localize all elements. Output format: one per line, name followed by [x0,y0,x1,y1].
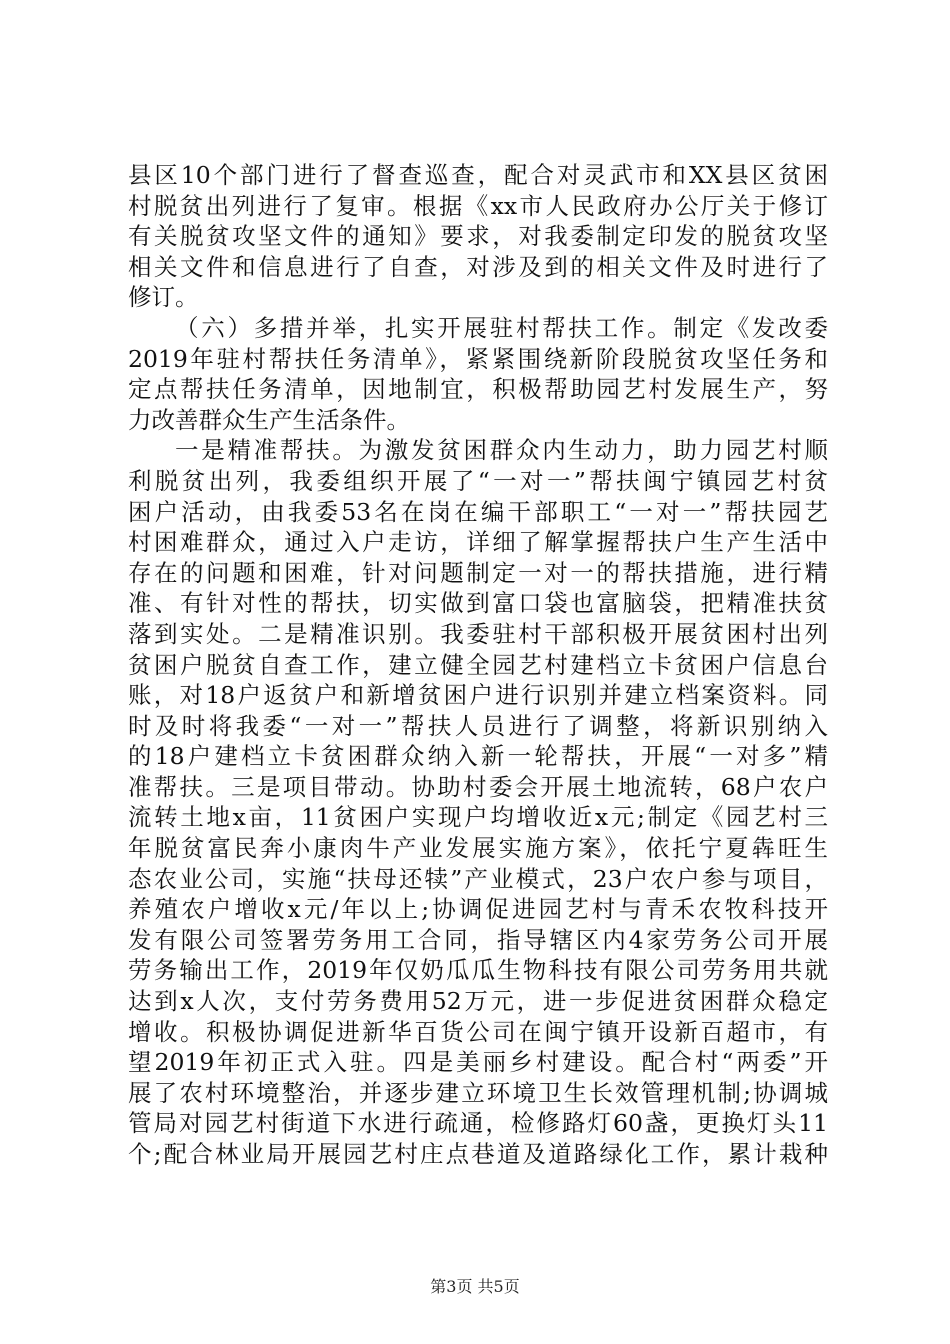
text-line: 年脱贫富民奔小康肉牛产业发展实施方案》，依托宁夏犇旺生 [128,834,828,863]
text-line: 落到实处。二是精准识别。我委驻村干部积极开展贫困村出列 [128,619,828,648]
text-line: 准、有针对性的帮扶，切实做到富口袋也富脑袋，把精准扶贫 [128,589,828,618]
text-line: 县区10个部门进行了督查巡查，配合对灵武市和XX县区贫困 [128,161,828,189]
text-line: 相关文件和信息进行了自查，对涉及到的相关文件及时进行了 [128,252,828,281]
page-footer [0,1274,950,1297]
text-line: 一是精准帮扶。为激发贫困群众内生动力，助力园艺村顺 [175,436,828,465]
text-line: 劳务输出工作，2019年仅奶瓜瓜生物科技有限公司劳务用共就 [128,956,828,985]
text-line: 贫困户脱贫自查工作，建立健全园艺村建档立卡贫困户信息台 [128,650,828,679]
text-line: 账，对18户返贫户和新增贫困户进行识别并建立档案资料。同 [128,681,828,710]
text-line: 村脱贫出列进行了复审。根据《xx市人民政府办公厅关于修订 [128,191,828,220]
text-line: 增收。积极协调促进新华百货公司在闽宁镇开设新百超市，有 [128,1017,828,1046]
text-line: 修订。 [128,283,199,312]
text-line: 村困难群众，通过入户走访，详细了解掌握帮扶户生产生活中 [128,528,828,557]
text-line: 展了农村环境整治，并逐步建立环境卫生长效管理机制;协调城 [128,1078,828,1107]
text-line: 时及时将我委“一对一”帮扶人员进行了调整，将新识别纳入 [128,711,828,740]
text-line: 有关脱贫攻坚文件的通知》要求，对我委制定印发的脱贫攻坚 [128,222,828,251]
document-body [128,160,828,1170]
text-line: 望2019年初正式入驻。四是美丽乡村建设。配合村“两委”开 [128,1048,828,1077]
text-line: 2019年驻村帮扶任务清单》，紧紧围绕新阶段脱贫攻坚任务和 [128,344,828,373]
text-line: 态农业公司，实施“扶母还犊”产业模式，23户农户参与项目， [128,864,828,893]
text-line: 力改善群众生产生活条件。 [128,405,410,434]
text-line: 发有限公司签署劳务用工合同，指导辖区内4家劳务公司开展 [128,925,828,954]
text-line: 养殖农户增收x元/年以上;协调促进园艺村与青禾农牧科技开 [128,895,828,924]
text-line: 流转土地x亩，11贫困户实现户均增收近x元;制定《园艺村三 [128,803,828,832]
text-line: 管局对园艺村街道下水进行疏通，检修路灯60盏，更换灯头11 [128,1109,828,1138]
text-line: 困户活动，由我委53名在岗在编干部职工“一对一”帮扶园艺 [128,497,828,526]
text-line: 达到x人次，支付劳务费用52万元，进一步促进贫困群众稳定 [128,987,828,1016]
text-line: 利脱贫出列，我委组织开展了“一对一”帮扶闽宁镇园艺村贫 [128,466,828,495]
text-line: 定点帮扶任务清单，因地制宜，积极帮助园艺村发展生产，努 [128,375,828,404]
page-number-label: 第3页 共5页 [430,1277,520,1296]
text-line: 准帮扶。三是项目带动。协助村委会开展土地流转，68户农户 [128,772,828,801]
text-line: 个;配合林业局开展园艺村庄点巷道及道路绿化工作，累计栽种 [128,1140,828,1168]
text-line: 存在的问题和困难，针对问题制定一对一的帮扶措施，进行精 [128,558,828,587]
text-line: 的18户建档立卡贫困群众纳入新一轮帮扶，开展“一对多”精 [128,742,828,771]
text-line: （六）多措并举，扎实开展驻村帮扶工作。制定《发改委 [175,313,828,342]
